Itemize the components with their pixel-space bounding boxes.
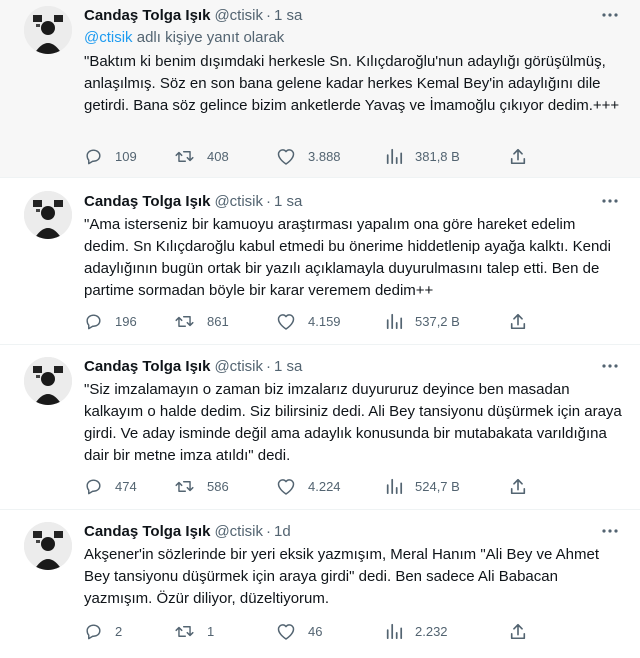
view-count: 2.232 — [415, 623, 448, 639]
views-icon — [385, 622, 403, 640]
reply-count: 196 — [115, 313, 137, 329]
reply-button[interactable] — [84, 475, 137, 497]
views-icon — [385, 147, 403, 165]
tweet-text: "Ama isterseniz bir kamuoyu araştırması yapalım ona göre hareket edelim dedim. Sn Kılıçdaroğlu kabul etmedi bu önerime hiddetlenip ayağa kalktı. Kendi adaylığının bugün ortak bir yazılı açıklamayla duyurulmasını talep etti. Ben de partime sormadan böyle bir karar veremem dedim++ — [84, 216, 611, 299]
reply-count: 474 — [115, 478, 137, 494]
retweet-icon — [174, 622, 195, 641]
reply-icon — [84, 622, 103, 641]
views-icon — [385, 312, 403, 330]
reply-context-label: adlı kişiye yanıt olarak — [132, 29, 285, 46]
heart-icon — [276, 477, 296, 496]
tweet[interactable] — [0, 345, 640, 510]
avatar[interactable] — [24, 191, 72, 239]
retweet-icon — [174, 312, 195, 331]
heart-icon — [276, 147, 296, 166]
avatar[interactable] — [24, 357, 72, 405]
retweet-count: 586 — [207, 478, 229, 494]
more-button[interactable] — [598, 355, 622, 377]
views-button[interactable] — [385, 310, 460, 332]
share-button[interactable] — [509, 475, 539, 497]
author-handle[interactable]: @ctisik — [214, 522, 263, 540]
views-button[interactable] — [385, 145, 460, 167]
retweet-icon — [174, 147, 195, 166]
tweet-text: "Siz imzalamayın o zaman biz imzalarız duyururuz deyince ben masadan kalkayım o halde dedim. Siz bilirsiniz dedi. Ali Bey tansiyonu düşürmek için araya girdi. Ve aday isminde değil ama adaylık konusunda bir mutabakata varıldığına dair bir metne imza atıldı" dedi. — [84, 381, 622, 464]
reply-mention-link[interactable]: @ctisik — [84, 29, 133, 46]
views-icon — [385, 477, 403, 495]
like-button[interactable] — [276, 145, 341, 167]
reply-button[interactable] — [84, 145, 137, 167]
tweet-actions — [84, 310, 534, 332]
author-handle[interactable]: @ctisik — [214, 357, 263, 375]
more-button[interactable] — [598, 520, 622, 542]
reply-button[interactable] — [84, 310, 137, 332]
view-count: 381,8 B — [415, 148, 460, 164]
reply-icon — [84, 477, 103, 496]
author-name[interactable]: Candaş Tolga Işık — [84, 522, 211, 540]
tweet-actions — [84, 475, 534, 497]
author-name[interactable]: Candaş Tolga Işık — [84, 192, 211, 210]
tweet[interactable] — [0, 510, 640, 658]
share-icon — [509, 312, 527, 331]
retweet-count: 1 — [207, 623, 215, 639]
share-icon — [509, 477, 527, 496]
tweet-timestamp[interactable]: 1d — [274, 522, 291, 540]
more-icon — [601, 12, 619, 18]
avatar-icon — [24, 191, 72, 239]
author-handle[interactable]: @ctisik — [214, 192, 263, 210]
retweet-count: 861 — [207, 313, 229, 329]
tweet-timestamp[interactable]: 1 sa — [274, 192, 303, 210]
tweet-text: Akşener'in sözlerinde bir yeri eksik yazmışım, Meral Hanım "Ali Bey ve Ahmet Bey tansiyonu düşürmek için araya girdi" dedi. Ben sadece Ali Babacan yazmışım. Özür diliyor, düzeltiyorum. — [84, 546, 600, 607]
reply-icon — [84, 147, 103, 166]
avatar[interactable] — [24, 6, 72, 54]
share-icon — [509, 147, 527, 166]
separator-dot: · — [266, 522, 271, 540]
heart-icon — [276, 622, 296, 641]
more-icon — [601, 363, 619, 369]
separator-dot: · — [266, 6, 271, 24]
share-button[interactable] — [509, 310, 539, 332]
separator-dot: · — [266, 357, 271, 375]
reply-icon — [84, 312, 103, 331]
view-count: 537,2 B — [415, 313, 460, 329]
retweet-button[interactable] — [174, 620, 214, 642]
retweet-count: 408 — [207, 148, 229, 164]
author-name[interactable]: Candaş Tolga Işık — [84, 357, 211, 375]
avatar[interactable] — [24, 522, 72, 570]
more-icon — [601, 198, 619, 204]
author-name[interactable]: Candaş Tolga Işık — [84, 6, 211, 24]
more-button[interactable] — [598, 190, 622, 212]
like-count: 3.888 — [308, 148, 341, 164]
tweet[interactable] — [0, 0, 640, 178]
heart-icon — [276, 312, 296, 331]
views-button[interactable] — [385, 620, 448, 642]
tweet-timestamp[interactable]: 1 sa — [274, 6, 303, 24]
retweet-button[interactable] — [174, 145, 229, 167]
tweet-actions — [84, 145, 534, 167]
reply-count: 109 — [115, 148, 137, 164]
tweet-text: "Baktım ki benim dışımdaki herkesle Sn. Kılıçdaroğlu'nun adaylığı görüşülmüş, anlaşılmış. Söz en son bana gelene kadar herkes Kemal Bey'in adaylığını dile getirdi. Bana söz gelince bizim anketlerde Yavaş ve İmamoğlu çıkıyor dedim.+++ — [84, 53, 620, 114]
like-count: 4.159 — [308, 313, 341, 329]
view-count: 524,7 B — [415, 478, 460, 494]
more-icon — [601, 528, 619, 534]
avatar-icon — [24, 6, 72, 54]
share-button[interactable] — [509, 145, 539, 167]
tweet[interactable] — [0, 178, 640, 345]
avatar-icon — [24, 522, 72, 570]
share-button[interactable] — [509, 620, 539, 642]
author-handle[interactable]: @ctisik — [214, 6, 263, 24]
retweet-icon — [174, 477, 195, 496]
more-button[interactable] — [598, 4, 622, 26]
like-button[interactable] — [276, 475, 341, 497]
like-button[interactable] — [276, 620, 322, 642]
share-icon — [509, 622, 527, 641]
tweet-actions — [84, 620, 534, 642]
reply-context — [84, 28, 624, 48]
avatar-icon — [24, 357, 72, 405]
reply-count: 2 — [115, 623, 123, 639]
retweet-button[interactable] — [174, 310, 229, 332]
retweet-button[interactable] — [174, 475, 229, 497]
like-count: 4.224 — [308, 478, 341, 494]
views-button[interactable] — [385, 475, 460, 497]
separator-dot: · — [266, 192, 271, 210]
reply-button[interactable] — [84, 620, 122, 642]
tweet-timestamp[interactable]: 1 sa — [274, 357, 303, 375]
like-button[interactable] — [276, 310, 341, 332]
like-count: 46 — [308, 623, 323, 639]
